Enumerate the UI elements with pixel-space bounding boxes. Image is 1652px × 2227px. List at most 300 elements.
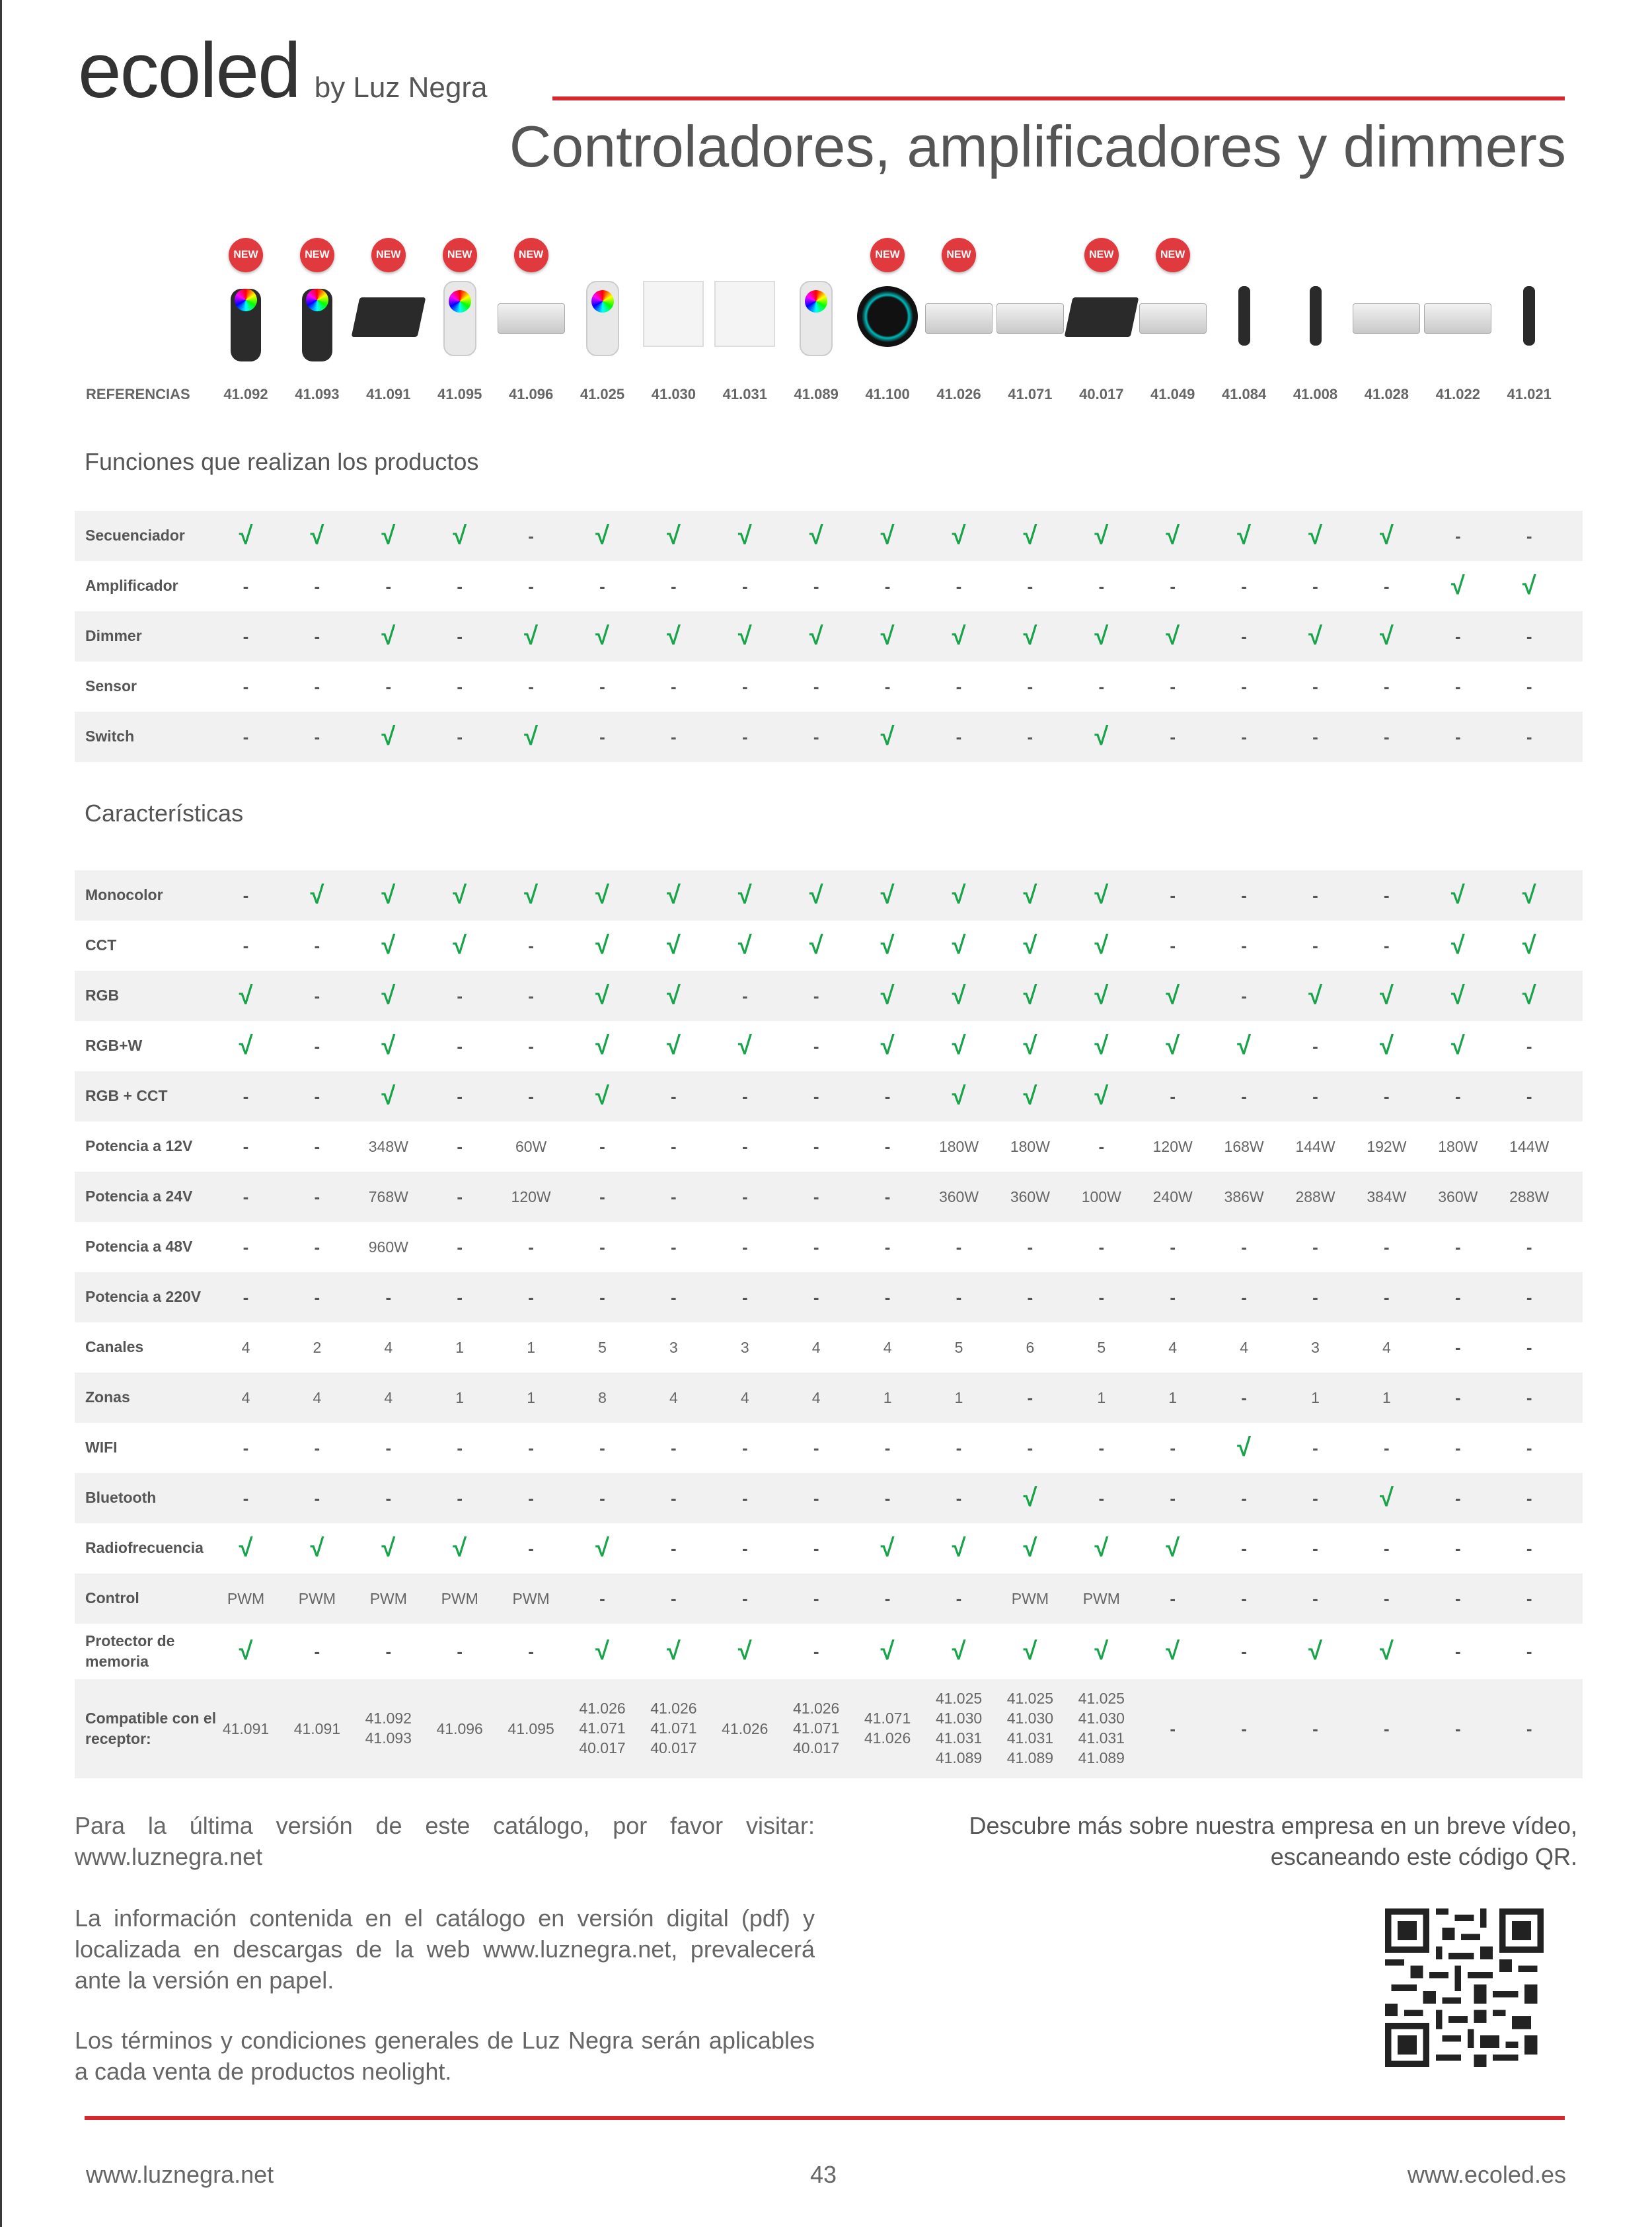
- table-cell: -: [1526, 626, 1532, 646]
- reference-41.092: 41.092: [223, 386, 268, 402]
- remote-rgb-icon: [231, 281, 261, 361]
- product-41.008: [1280, 235, 1351, 360]
- table-cell: -: [1241, 1718, 1247, 1739]
- table-cell: -: [1384, 935, 1390, 956]
- table-cell: PWM: [227, 1589, 265, 1607]
- table-cell: 1: [883, 1388, 892, 1406]
- table-cell: -: [671, 1236, 677, 1257]
- table-cell: -: [457, 626, 463, 646]
- product-41.091: [353, 235, 424, 360]
- table-cell: -: [884, 1236, 891, 1257]
- table-cell: -: [1241, 1538, 1247, 1558]
- table-cell: -: [813, 576, 819, 596]
- reference-41.031: 41.031: [722, 386, 767, 402]
- table-row: [75, 1322, 1583, 1373]
- table-cell: -: [1027, 726, 1033, 747]
- table-cell: -: [1170, 576, 1176, 596]
- table-cell: 41.026: [722, 1719, 769, 1737]
- table-cell: √: [1308, 521, 1322, 550]
- table-cell: √: [880, 1534, 895, 1562]
- table-cell: -: [385, 1488, 392, 1508]
- table-cell: √: [952, 1637, 966, 1665]
- table-cell: √: [595, 931, 609, 960]
- qr-caption-line-2: escaneando este código QR.: [1270, 1842, 1577, 1870]
- table-cell: -: [314, 676, 320, 697]
- touch-disc-icon: [857, 281, 918, 347]
- table-cell: -: [741, 1538, 748, 1558]
- table-cell: 41.025 41.030 41.031 41.089: [1078, 1690, 1125, 1766]
- table-cell: √: [239, 981, 253, 1010]
- table-cell: 1: [1097, 1388, 1106, 1406]
- table-cell: 41.026 41.071 40.017: [579, 1700, 626, 1756]
- reference-41.096: 41.096: [508, 386, 554, 402]
- table-cell: √: [1450, 981, 1465, 1010]
- row-label: RGB + CCT: [85, 1087, 168, 1105]
- page-title: Controladores, amplificadores y dimmers: [509, 114, 1566, 179]
- table-cell: 120W: [1152, 1137, 1193, 1155]
- qr-code[interactable]: [1385, 1908, 1544, 2067]
- table-cell: -: [314, 985, 320, 1006]
- table-row: [75, 1624, 1583, 1679]
- product-41.089: [780, 235, 852, 360]
- table-cell: √: [310, 881, 324, 909]
- table-cell: -: [243, 1287, 249, 1307]
- table-cell: √: [1023, 931, 1037, 960]
- table-cell: -: [457, 1086, 463, 1106]
- table-cell: -: [314, 1641, 320, 1661]
- table-cell: √: [1023, 521, 1037, 550]
- table-cell: -: [1526, 1641, 1532, 1661]
- table-cell: -: [1384, 1437, 1390, 1458]
- table-cell: √: [952, 931, 966, 960]
- table-cell: √: [381, 1082, 396, 1110]
- table-cell: 4: [883, 1338, 892, 1356]
- header-divider: [552, 96, 1565, 100]
- table-row: [75, 561, 1583, 611]
- table-cell: -: [813, 985, 819, 1006]
- reference-41.095: 41.095: [437, 386, 482, 402]
- table-cell: -: [1027, 1236, 1033, 1257]
- table-cell: 4: [740, 1388, 749, 1406]
- table-cell: √: [381, 722, 396, 751]
- product-41.025: [567, 235, 638, 360]
- table-cell: 192W: [1367, 1137, 1407, 1155]
- table-cell: -: [1241, 576, 1247, 596]
- table-cell: -: [813, 1437, 819, 1458]
- table-cell: -: [314, 1036, 320, 1056]
- table-row: [75, 511, 1583, 561]
- table-cell: √: [1450, 1032, 1465, 1060]
- table-cell: PWM: [1082, 1589, 1120, 1607]
- table-row: [75, 971, 1583, 1021]
- table-cell: -: [1454, 1641, 1461, 1661]
- table-cell: -: [1170, 676, 1176, 697]
- table-cell: PWM: [298, 1589, 336, 1607]
- table-cell: -: [813, 1538, 819, 1558]
- table-cell: -: [1312, 1588, 1318, 1608]
- table-cell: √: [1094, 1032, 1109, 1060]
- table-cell: √: [952, 981, 966, 1010]
- table-cell: 384W: [1367, 1188, 1407, 1205]
- references-row: [0, 386, 1652, 406]
- table-cell: 2: [313, 1338, 322, 1356]
- table-cell: √: [880, 1032, 895, 1060]
- table-cell: -: [528, 525, 534, 546]
- table-cell: √: [595, 981, 609, 1010]
- table-cell: -: [671, 1538, 677, 1558]
- row-label: Switch: [85, 728, 135, 745]
- table-cell: -: [599, 676, 605, 697]
- table-cell: -: [457, 985, 463, 1006]
- reference-41.028: 41.028: [1364, 386, 1409, 402]
- table-cell: 4: [1168, 1338, 1178, 1356]
- table-cell: -: [599, 1136, 605, 1156]
- table-cell: √: [1023, 1032, 1037, 1060]
- table-cell: -: [671, 726, 677, 747]
- table-cell: -: [741, 1086, 748, 1106]
- table-cell: √: [1522, 981, 1536, 1010]
- table-cell: √: [737, 622, 752, 650]
- inline-controller-icon: [1523, 281, 1535, 346]
- table-cell: -: [599, 1236, 605, 1257]
- footer-ecoled-link[interactable]: www.ecoled.es: [1407, 2161, 1566, 2188]
- table-cell: √: [880, 1637, 895, 1665]
- table-cell: 180W: [938, 1137, 979, 1155]
- reference-41.008: 41.008: [1293, 386, 1338, 402]
- table-cell: -: [1312, 1036, 1318, 1056]
- table-cell: -: [1384, 1236, 1390, 1257]
- table-cell: -: [813, 676, 819, 697]
- table-cell: √: [737, 1637, 752, 1665]
- table-cell: √: [1379, 981, 1394, 1010]
- functions-table: [75, 511, 1583, 762]
- table-cell: -: [1454, 1387, 1461, 1408]
- table-cell: -: [457, 676, 463, 697]
- product-41.049: [1137, 235, 1209, 360]
- table-cell: -: [1454, 1538, 1461, 1558]
- table-cell: √: [381, 622, 396, 650]
- table-cell: -: [741, 1136, 748, 1156]
- table-cell: √: [737, 1032, 752, 1060]
- table-cell: -: [457, 1287, 463, 1307]
- table-cell: -: [243, 726, 249, 747]
- functions-section-title: Funciones que realizan los productos: [85, 448, 479, 475]
- table-cell: -: [884, 1136, 891, 1156]
- table-cell: -: [457, 1641, 463, 1661]
- table-cell: √: [952, 1082, 966, 1110]
- table-cell: √: [952, 881, 966, 909]
- table-cell: -: [1241, 726, 1247, 747]
- controller-black-icon: [356, 281, 422, 337]
- remote-white-icon: [586, 281, 619, 356]
- table-cell: √: [666, 622, 681, 650]
- table-cell: 41.095: [507, 1719, 554, 1737]
- table-cell: -: [741, 726, 748, 747]
- table-cell: -: [671, 1136, 677, 1156]
- table-cell: 288W: [1509, 1188, 1550, 1205]
- table-cell: √: [239, 1534, 253, 1562]
- table-cell: √: [1094, 521, 1109, 550]
- table-cell: -: [1454, 626, 1461, 646]
- table-cell: √: [1094, 1082, 1109, 1110]
- table-cell: PWM: [441, 1589, 478, 1607]
- table-cell: -: [671, 676, 677, 697]
- table-cell: √: [1166, 622, 1180, 650]
- table-cell: -: [956, 576, 962, 596]
- table-cell: √: [381, 521, 396, 550]
- table-cell: -: [528, 1488, 534, 1508]
- table-cell: √: [1308, 622, 1322, 650]
- table-cell: 288W: [1295, 1188, 1335, 1205]
- table-cell: √: [1166, 1534, 1180, 1562]
- table-cell: -: [385, 1641, 392, 1661]
- table-cell: 386W: [1224, 1188, 1264, 1205]
- table-cell: -: [1170, 885, 1176, 905]
- table-cell: -: [599, 1287, 605, 1307]
- table-cell: √: [381, 881, 396, 909]
- table-cell: -: [884, 1588, 891, 1608]
- row-label: Potencia a 220V: [85, 1288, 202, 1306]
- table-cell: √: [952, 521, 966, 550]
- table-cell: -: [1241, 1488, 1247, 1508]
- table-cell: -: [1170, 1086, 1176, 1106]
- remote-white-icon: [443, 281, 476, 356]
- table-cell: √: [1166, 1637, 1180, 1665]
- table-cell: √: [595, 1032, 609, 1060]
- table-cell: -: [671, 1488, 677, 1508]
- new-badge: NEW: [300, 238, 334, 272]
- table-cell: -: [1526, 1337, 1532, 1357]
- table-cell: -: [813, 1588, 819, 1608]
- table-cell: -: [1384, 676, 1390, 697]
- table-cell: -: [884, 1086, 891, 1106]
- row-label: RGB+W: [85, 1037, 143, 1055]
- table-cell: 1: [527, 1338, 535, 1356]
- table-cell: -: [1170, 1437, 1176, 1458]
- table-cell: -: [1454, 525, 1461, 546]
- product-40.017: [1066, 235, 1137, 360]
- new-badge: NEW: [870, 238, 905, 272]
- table-cell: -: [1312, 576, 1318, 596]
- product-41.026: [923, 235, 995, 360]
- table-cell: PWM: [1011, 1589, 1049, 1607]
- table-cell: 1: [954, 1388, 963, 1406]
- table-cell: -: [314, 576, 320, 596]
- inline-controller-icon: [1238, 281, 1250, 346]
- table-cell: √: [1023, 1484, 1037, 1512]
- reference-41.021: 41.021: [1507, 386, 1552, 402]
- reference-41.091: 41.091: [366, 386, 411, 402]
- table-cell: -: [813, 1236, 819, 1257]
- row-label: Protector de memoria: [85, 1632, 175, 1670]
- table-cell: -: [884, 576, 891, 596]
- table-cell: √: [524, 622, 539, 650]
- brand-subtitle: by Luz Negra: [314, 71, 488, 104]
- table-cell: √: [453, 881, 467, 909]
- table-cell: -: [741, 1588, 748, 1608]
- product-41.092: [210, 235, 282, 360]
- table-cell: -: [1241, 626, 1247, 646]
- table-cell: 180W: [1438, 1137, 1478, 1155]
- table-row: [75, 1021, 1583, 1071]
- table-cell: -: [1027, 1287, 1033, 1307]
- table-cell: 1: [527, 1388, 535, 1406]
- table-cell: √: [952, 1032, 966, 1060]
- table-cell: -: [385, 1287, 392, 1307]
- page-number: 43: [810, 2161, 837, 2188]
- table-cell: 6: [1026, 1338, 1035, 1356]
- table-cell: √: [1237, 521, 1252, 550]
- table-cell: √: [1522, 572, 1536, 600]
- table-cell: √: [595, 1637, 609, 1665]
- table-cell: -: [1384, 1718, 1390, 1739]
- reference-40.017: 40.017: [1079, 386, 1124, 402]
- table-cell: -: [1170, 1236, 1176, 1257]
- table-cell: -: [314, 1186, 320, 1207]
- row-label: CCT: [85, 936, 117, 954]
- controller-black-icon: [1069, 281, 1135, 337]
- table-cell: √: [880, 931, 895, 960]
- table-cell: -: [599, 576, 605, 596]
- table-cell: -: [528, 1287, 534, 1307]
- table-cell: √: [524, 722, 539, 751]
- table-cell: -: [314, 1086, 320, 1106]
- table-cell: 1: [1168, 1388, 1178, 1406]
- table-cell: √: [1379, 1637, 1394, 1665]
- table-cell: -: [813, 1287, 819, 1307]
- controller-silver-icon: [1353, 281, 1420, 334]
- table-row: [75, 661, 1583, 712]
- table-cell: -: [1241, 935, 1247, 956]
- qr-caption: [969, 1811, 1578, 1873]
- table-row: [75, 1473, 1583, 1523]
- row-label: Secuenciador: [85, 527, 185, 545]
- table-cell: -: [1241, 1236, 1247, 1257]
- table-cell: √: [381, 981, 396, 1010]
- brand-logo: [78, 27, 488, 114]
- product-41.084: [1209, 235, 1280, 360]
- table-cell: -: [1027, 576, 1033, 596]
- table-cell: √: [595, 1082, 609, 1110]
- table-cell: √: [809, 931, 823, 960]
- table-cell: √: [381, 1032, 396, 1060]
- table-cell: 4: [811, 1338, 821, 1356]
- table-cell: -: [314, 1136, 320, 1156]
- table-cell: √: [595, 881, 609, 909]
- product-41.093: [282, 235, 353, 360]
- table-cell: 41.092 41.093: [365, 1710, 412, 1747]
- row-label: Potencia a 48V: [85, 1238, 193, 1256]
- table-cell: √: [1450, 572, 1465, 600]
- table-cell: -: [599, 1588, 605, 1608]
- table-cell: -: [1454, 676, 1461, 697]
- table-cell: √: [1094, 981, 1109, 1010]
- table-cell: √: [666, 1032, 681, 1060]
- table-cell: √: [1166, 521, 1180, 550]
- table-cell: -: [1384, 1588, 1390, 1608]
- new-badge: NEW: [942, 238, 976, 272]
- table-cell: √: [1450, 881, 1465, 909]
- table-cell: -: [1312, 1437, 1318, 1458]
- table-cell: √: [1094, 722, 1109, 751]
- table-cell: √: [952, 1534, 966, 1562]
- table-cell: √: [809, 881, 823, 909]
- new-badge: NEW: [443, 238, 477, 272]
- table-cell: -: [813, 1086, 819, 1106]
- table-cell: √: [809, 521, 823, 550]
- table-cell: -: [1170, 935, 1176, 956]
- table-cell: √: [453, 521, 467, 550]
- table-cell: 41.096: [436, 1719, 483, 1737]
- table-cell: √: [1379, 1032, 1394, 1060]
- table-row: [75, 1679, 1583, 1778]
- table-cell: -: [1170, 1488, 1176, 1508]
- table-cell: -: [1526, 1718, 1532, 1739]
- table-cell: -: [243, 1437, 249, 1458]
- table-cell: 5: [954, 1338, 963, 1356]
- table-cell: -: [1027, 676, 1033, 697]
- table-cell: -: [1170, 726, 1176, 747]
- table-cell: -: [528, 676, 534, 697]
- reference-41.030: 41.030: [651, 386, 696, 402]
- table-cell: -: [1170, 1718, 1176, 1739]
- table-cell: √: [381, 931, 396, 960]
- table-cell: √: [381, 1534, 396, 1562]
- reference-41.093: 41.093: [295, 386, 340, 402]
- table-cell: 144W: [1509, 1137, 1550, 1155]
- row-label: Sensor: [85, 677, 137, 695]
- table-cell: -: [314, 1287, 320, 1307]
- table-cell: -: [1526, 1236, 1532, 1257]
- table-cell: √: [1023, 1637, 1037, 1665]
- remote-rgb-icon: [302, 281, 332, 361]
- table-cell: -: [1384, 1538, 1390, 1558]
- table-cell: -: [243, 1086, 249, 1106]
- table-cell: √: [1166, 981, 1180, 1010]
- table-cell: 41.091: [222, 1719, 270, 1737]
- table-cell: -: [599, 726, 605, 747]
- table-cell: -: [1241, 885, 1247, 905]
- table-cell: 4: [241, 1338, 250, 1356]
- table-cell: √: [880, 521, 895, 550]
- table-cell: 180W: [1010, 1137, 1050, 1155]
- table-cell: -: [528, 1236, 534, 1257]
- product-41.030: [638, 235, 709, 360]
- table-cell: -: [1312, 726, 1318, 747]
- table-cell: -: [671, 1186, 677, 1207]
- table-cell: √: [595, 1534, 609, 1562]
- table-cell: 4: [1240, 1338, 1248, 1356]
- table-cell: 1: [455, 1388, 465, 1406]
- table-cell: -: [457, 1437, 463, 1458]
- table-cell: √: [1094, 1637, 1109, 1665]
- footer-luznegra-link[interactable]: www.luznegra.net: [86, 2161, 274, 2188]
- table-cell: √: [809, 622, 823, 650]
- table-cell: √: [1450, 931, 1465, 960]
- controller-silver-icon: [1424, 281, 1491, 334]
- table-cell: √: [952, 622, 966, 650]
- table-cell: -: [385, 1437, 392, 1458]
- table-cell: √: [239, 521, 253, 550]
- table-cell: 41.071 41.026: [864, 1710, 911, 1747]
- table-cell: -: [1098, 1437, 1105, 1458]
- table-cell: -: [385, 676, 392, 697]
- row-label: Dimmer: [85, 627, 142, 645]
- table-cell: 41.025 41.030 41.031 41.089: [935, 1690, 983, 1766]
- table-cell: -: [528, 1538, 534, 1558]
- row-label: Radiofrecuencia: [85, 1539, 204, 1557]
- wall-panel-icon: [714, 281, 775, 347]
